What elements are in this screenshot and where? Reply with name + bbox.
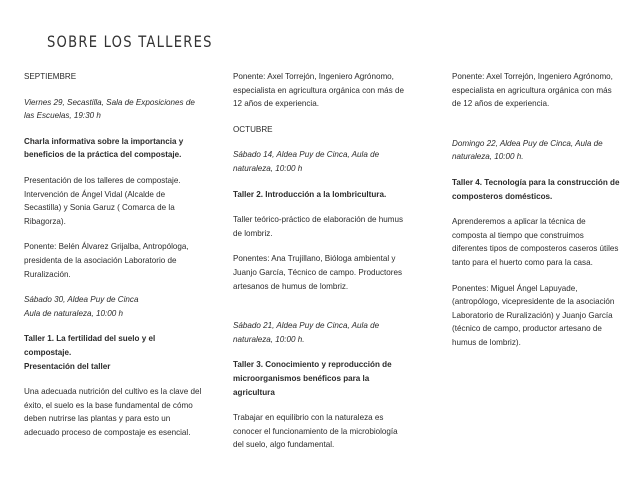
event-datetime: Viernes 29, Secastilla, Sala de Exposiciones de las Escuelas, 19:30 h [24,97,195,121]
event-heading: Taller 4. Tecnología para la construcción de composteros domésticos. [452,177,620,201]
event-subheading: Presentación del taller [24,361,111,371]
event-heading: Charla informativa sobre la importancia y beneficios de la práctica del compostaje. [24,136,184,160]
column-september [24,70,204,439]
page-title: SOBRE LOS TALLERES [47,32,213,51]
event-heading: Taller 2. Introducción a la lombricultura. [233,189,387,199]
event-heading: Taller 3. Conocimiento y reproducción de microorganismos benéficos para la agricultura [233,360,392,397]
column-october-cont [452,70,620,350]
event-speakers: Ponentes: Miguel Ángel Lapuyade, (antropólogo, vicepresidente de la asociación Laboratorio de Ruralización) y Juanjo García (técnico de campo, productor artesano de humus de lombriz). [452,283,615,347]
event-heading: Taller 1. La fertilidad del suelo y el compostaje. [24,334,156,357]
event-description: Taller teórico-práctico de elaboración de humus de lombriz. [233,215,404,238]
month-heading: OCTUBRE [233,124,273,134]
event-speaker: Ponente: Axel Torrejón, Ingeniero Agrónomo, especialista en agricultura orgánica con más de 12 años de experiencia. [233,72,404,109]
event-speaker: Ponente: Axel Torrejón, Ingeniero Agrónomo, especialista en agricultura orgánica con más de 12 años de experiencia. [452,72,613,109]
event-description: Trabajar en equilibrio con la naturaleza es conocer el funcionamiento de la microbiología del suelo, algo fundamental. [233,413,398,450]
month-heading: SEPTIEMBRE [24,72,77,81]
event-description: Presentación de los talleres de compostaje. Intervención de Ángel Vidal (Alcalde de Secastilla) y Sonia Garuz ( Comarca de la Ribagorza). [24,175,181,226]
event-speaker: Ponente: Belén Álvarez Grijalba, Antropóloga, presidenta de la asociación Laboratorio de Ruralización. [24,242,189,279]
column-october [233,70,409,452]
event-description: Aprenderemos a aplicar la técnica de composta al tiempo que construimos diferentes tipos de composteros caseros útiles tanto para el huerto como para la casa. [452,217,619,267]
event-description: Una adecuada nutrición del cultivo es la clave del éxito, el suelo es la base fundamental de cómo deben nutrirse las plantas y para esto un adecuado proceso de compostaje es esencial. [24,387,202,437]
event-datetime-line1: Sábado 30, Aldea Puy de Cinca [24,295,139,305]
event-datetime: Sábado 14, Aldea Puy de Cinca, Aula de naturaleza, 10:00 h [233,150,380,173]
event-datetime: Domingo 22, Aldea Puy de Cinca, Aula de naturaleza, 10:00 h. [452,138,603,162]
event-speakers: Ponentes: Ana Trujillano, Bióloga ambiental y Juanjo García, Técnico de campo. Productores artesanos de humus de lombriz. [233,254,403,291]
event-datetime: Sábado 21, Aldea Puy de Cinca, Aula de naturaleza, 10:00 h. [233,321,380,344]
event-datetime-line2: Aula de naturaleza, 10:00 h [24,308,123,318]
